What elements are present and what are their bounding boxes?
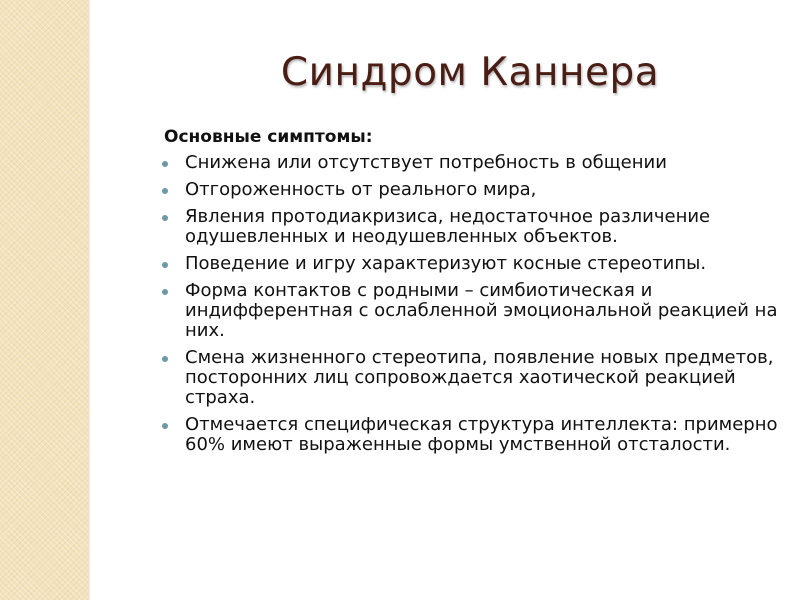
side-band-edge: [88, 0, 91, 600]
list-item: [160, 180, 780, 200]
slide-title: Синдром Каннера: [280, 50, 660, 95]
list-item: [160, 281, 780, 341]
bullet-icon: [162, 289, 168, 295]
decorative-side-band: [0, 0, 88, 600]
list-item-text: Форма контактов с родными – симбиотическая и индифферентная с ослабленной эмоциональной реакцией на них.: [185, 280, 778, 341]
list-item-text: Явления протодиакризиса, недостаточное различение одушевленных и неодушевленных объектов.: [185, 206, 711, 247]
list-item: [160, 348, 780, 408]
list-item-text: Смена жизненного стереотипа, появление новых предметов, посторонних лиц сопровождается хаотической реакцией страха.: [185, 347, 774, 408]
slide-content: [160, 127, 780, 462]
bullet-icon: [162, 188, 168, 194]
bullet-icon: [162, 423, 168, 429]
symptom-list: [160, 153, 780, 455]
bullet-icon: [162, 356, 168, 362]
list-item: [160, 153, 780, 173]
section-subtitle: Основные симптомы:: [164, 127, 373, 147]
bullet-icon: [162, 262, 168, 268]
list-item-text: Отмечается специфическая структура интеллекта: примерно 60% имеют выраженные формы умственной отсталости.: [185, 414, 778, 455]
list-item-text: Поведение и игру характеризуют косные стереотипы.: [185, 253, 707, 274]
list-item-text: Снижена или отсутствует потребность в общении: [185, 152, 667, 173]
list-item: [160, 254, 780, 274]
bullet-icon: [162, 161, 168, 167]
list-item: [160, 207, 780, 247]
list-item-text: Отгороженность от реального мира,: [185, 179, 537, 200]
bullet-icon: [162, 215, 168, 221]
list-item: [160, 415, 780, 455]
